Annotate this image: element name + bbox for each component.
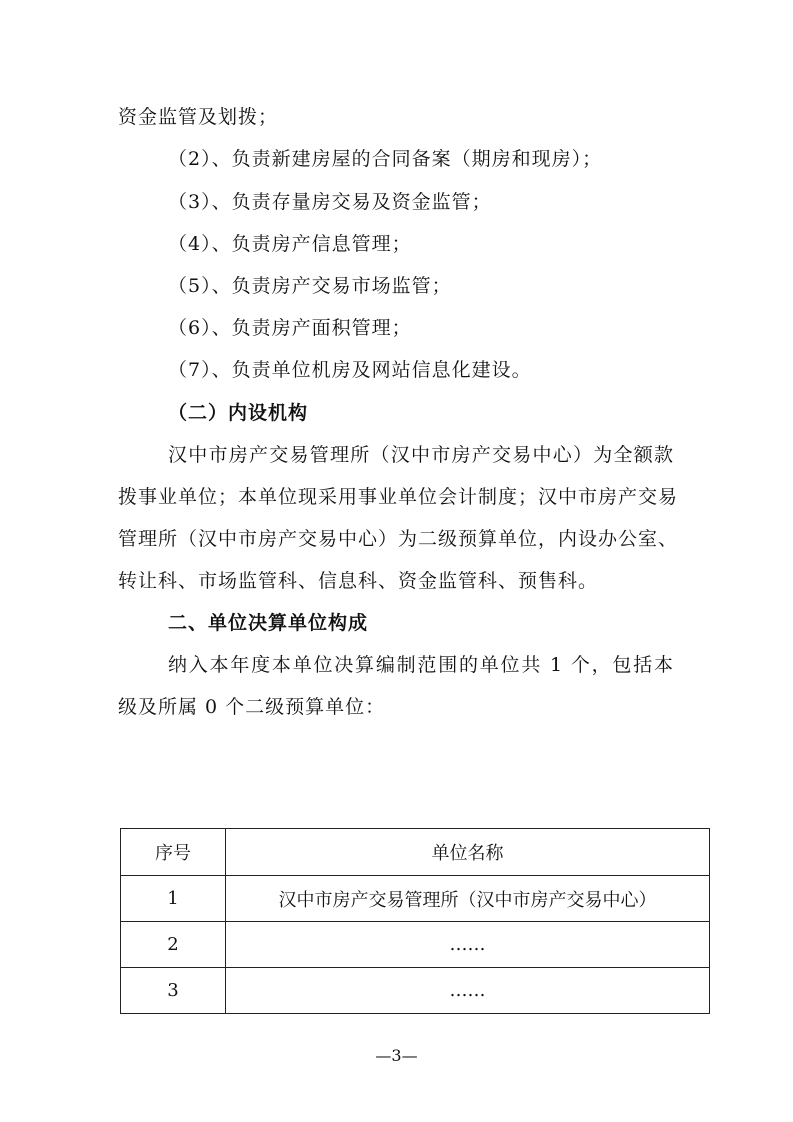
internal-paragraph-line-1: 汉中市房产交易管理所（汉中市房产交易中心）为全额款: [168, 444, 674, 466]
internal-paragraph-line-4: 转让科、市场监管科、信息科、资金监管科、预售科。: [118, 570, 599, 592]
section-heading-internal: （二）内设机构: [168, 402, 309, 424]
cell-unit-name: 汉中市房产交易管理所（汉中市房产交易中心）: [226, 876, 710, 922]
cell-serial-number: 1: [121, 876, 226, 922]
table-header-row: [121, 829, 710, 876]
composition-paragraph-line-1: 纳入本年度本单位决算编制范围的单位共 1 个，包括本: [168, 654, 674, 676]
header-unit-name: 单位名称: [226, 829, 710, 876]
header-serial-number: 序号: [121, 829, 226, 876]
internal-paragraph-line-3: 管理所（汉中市房产交易中心）为二级预算单位，内设办公室、: [118, 528, 679, 550]
table-row: [121, 922, 710, 968]
list-item-2: （2）、负责新建房屋的合同备案（期房和现房）；: [168, 148, 603, 170]
list-item-7: （7）、负责单位机房及网站信息化建设。: [168, 359, 532, 381]
cell-unit-name: ……: [226, 968, 710, 1014]
cell-serial-number: 3: [121, 968, 226, 1014]
cell-unit-name: ……: [226, 922, 710, 968]
page-number: —3—: [375, 1046, 418, 1065]
table-row: [121, 876, 710, 922]
section-heading-composition: 二、单位决算单位构成: [168, 612, 369, 634]
list-item-4: （4）、负责房产信息管理；: [168, 233, 412, 255]
cell-serial-number: 2: [121, 922, 226, 968]
list-item-6: （6）、负责房产面积管理；: [168, 317, 412, 339]
units-table: [120, 828, 710, 1014]
list-item-5: （5）、负责房产交易市场监管；: [168, 275, 452, 297]
list-item-3: （3）、负责存量房交易及资金监管；: [168, 191, 492, 213]
internal-paragraph-line-2: 拨事业单位；本单位现采用事业单位会计制度；汉中市房产交易: [118, 486, 679, 508]
table-row: [121, 968, 710, 1014]
paragraph-continuation: 资金监管及划拨；: [118, 106, 279, 128]
composition-paragraph-line-2: 级及所属 0 个二级预算单位：: [118, 696, 386, 718]
